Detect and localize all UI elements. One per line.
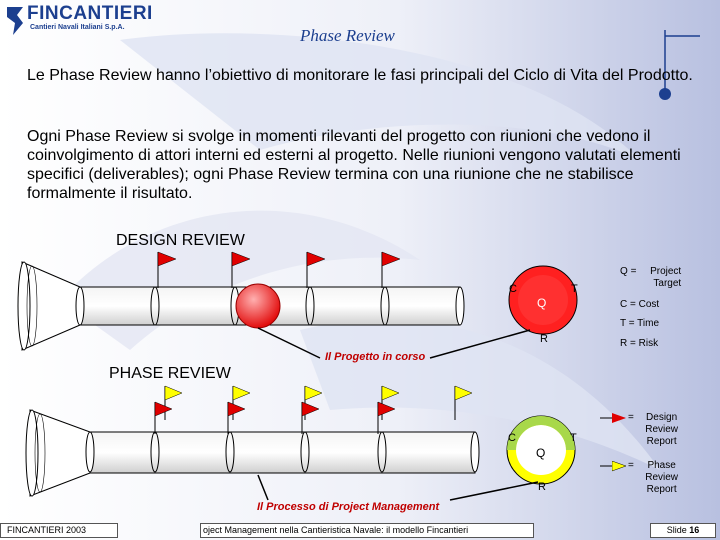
red-flag [382,252,400,288]
red-flag [307,252,325,288]
project-ball [236,284,280,328]
red-flag [228,402,245,434]
circle-top-c: C [509,283,517,295]
circle-bottom-c: C [508,432,516,444]
footer-slide-number: Slide 16 [650,523,716,538]
phase-review-pipe [26,410,479,496]
circle-top-q: Q [537,296,547,310]
yellow-flag [165,386,182,420]
legend-phase-review-report: = Phase Review Report [628,460,679,495]
circle-top-t: T [571,283,578,295]
yellow-flag [455,386,472,420]
footer-presentation-title: oject Management nella Cantieristica Navale: il modello Fincantieri [200,523,534,538]
description-paragraph: Ogni Phase Review si svolge in momenti rilevanti del progetto con riunioni che vedono il coinvolgimento di attori interni ed esterni al progetto. Nelle riunioni vengono valutati elementi specifici (deliverables); ogni Phase Review termina con una riunione che ne stabilisce formalmente il risultato. [27,128,681,202]
legend-q: Q = Project Target [620,266,682,289]
page-title: Phase Review [300,26,395,45]
legend-r: R = Risk [620,338,659,349]
red-flag [378,402,395,434]
intro-paragraph: Le Phase Review hanno l’obiettivo di monitorare le fasi principali del Ciclo di Vita del Prodotto. [27,67,693,84]
red-flag [155,402,172,434]
logo-name: FINCANTIERI [27,3,153,24]
legend-red-flag-icon [612,412,627,424]
circle-bottom-r: R [538,481,546,493]
legend-yellow-flag-icon [612,460,627,472]
footer-company: FINCANTIERI 2003 [0,523,118,538]
legend-design-review-report: = Design Review Report [628,412,679,447]
design-review-label: DESIGN REVIEW [116,232,245,249]
legend-t: T = Time [620,318,660,329]
design-review-flags [158,252,400,288]
callout-project-in-progress: Il Progetto in corso [325,351,426,363]
phase-review-label: PHASE REVIEW [109,365,231,382]
yellow-flag [382,386,399,420]
circle-top-r: R [540,333,548,345]
callout-pm-process: Il Processo di Project Management [257,501,440,513]
circle-bottom-t: T [570,432,577,444]
logo-subtitle: Cantieri Navali Italiani S.p.A. [30,24,125,31]
legend-c: C = Cost [620,299,660,310]
red-flag [158,252,176,288]
red-flag [232,252,250,288]
yellow-flag [233,386,250,420]
phase-review-flags [155,386,472,434]
yellow-flag [305,386,322,420]
circle-bottom-q: Q [536,446,546,460]
